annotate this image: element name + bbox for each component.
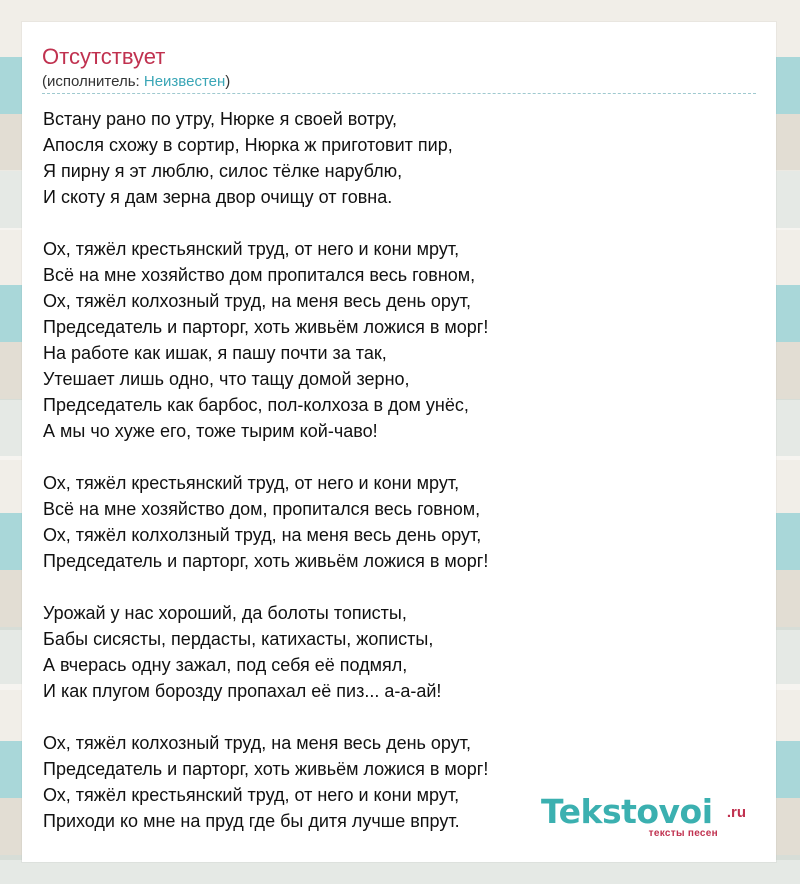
lyrics-line: А мы чо хуже его, тоже тырим кой-чаво!: [43, 421, 378, 441]
lyrics-line: И как плугом борозду пропахал её пиз... а-а-ай!: [43, 681, 442, 701]
lyrics-line: Ох, тяжёл колхозный труд, на меня весь день орут,: [43, 291, 471, 311]
lyrics-body: [43, 106, 763, 834]
artist-suffix: ): [225, 73, 231, 90]
lyrics-stanza: [43, 470, 763, 574]
lyrics-line: Всё на мне хозяйство дом, пропитался весь говном,: [43, 499, 481, 519]
lyrics-line: А вчерась одну зажал, под себя её подмял,: [43, 655, 408, 675]
lyrics-line: Апосля схожу в сортир, Нюрка ж приготовит пир,: [43, 135, 453, 155]
lyrics-line: Ох, тяжёл колхолзный труд, на меня весь день орут,: [43, 525, 482, 545]
lyrics-line: Ох, тяжёл колхозный труд, на меня весь день орут,: [43, 733, 471, 753]
title-divider: [42, 93, 756, 94]
lyrics-line: Ох, тяжёл крестьянский труд, от него и кони мрут,: [43, 785, 460, 805]
lyrics-card: [22, 22, 776, 862]
artist-link[interactable]: Неизвестен: [143, 73, 226, 90]
logo-tld: .ru: [726, 804, 746, 821]
lyrics-line: Встану рано по утру, Нюрке я своей вотру,: [43, 109, 397, 129]
lyrics-line: Утешает лишь одно, что тащу домой зерно,: [43, 369, 410, 389]
lyrics-line: Председатель и парторг, хоть живьём ложися в морг!: [43, 759, 489, 779]
lyrics-stanza: [43, 600, 763, 704]
lyrics-stanza: [43, 236, 763, 444]
logo-tagline: тексты песен: [648, 828, 718, 839]
lyrics-line: Ох, тяжёл крестьянский труд, от него и кони мрут,: [43, 473, 460, 493]
lyrics-line: Всё на мне хозяйство дом пропитался весь говном,: [43, 265, 476, 285]
lyrics-line: Урожай у нас хороший, да болоты тописты,: [43, 603, 407, 623]
lyrics-line: Председатель как барбос, пол-колхоза в дом унёс,: [43, 395, 469, 415]
logo-wordmark: Tekstovoi: [541, 792, 713, 831]
lyrics-line: Бабы сисясты, пердасты, катихасты, жописты,: [43, 629, 434, 649]
lyrics-line: На работе как ишак, я пашу почти за так,: [43, 343, 387, 363]
song-title: Отсутствует: [42, 44, 166, 69]
artist-meta: [42, 72, 230, 92]
site-logo[interactable]: [541, 794, 746, 840]
lyrics-line: Я пирну я эт люблю, силос тёлке нарублю,: [43, 161, 403, 181]
lyrics-line: Приходи ко мне на пруд где бы дитя лучше впрут.: [43, 811, 460, 831]
lyrics-stanza: [43, 106, 763, 210]
lyrics-line: Председатель и парторг, хоть живьём ложися в морг!: [43, 551, 489, 571]
lyrics-line: Председатель и парторг, хоть живьём ложися в морг!: [43, 317, 489, 337]
lyrics-line: Ох, тяжёл крестьянский труд, от него и кони мрут,: [43, 239, 460, 259]
artist-prefix: (исполнитель:: [42, 73, 144, 90]
lyrics-line: И скоту я дам зерна двор очищу от говна.: [43, 187, 393, 207]
